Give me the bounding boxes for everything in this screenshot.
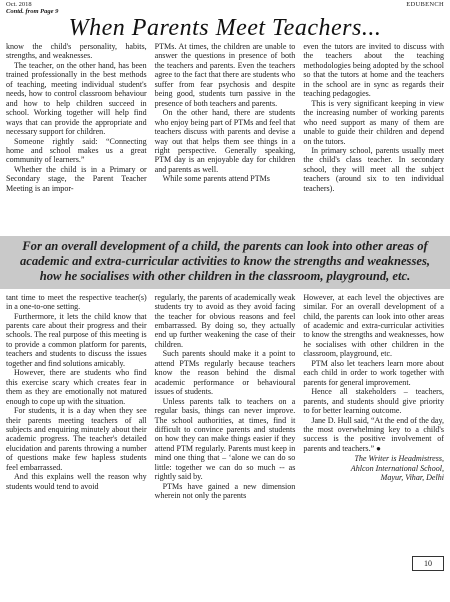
article-headline: When Parents Meet Teachers... (68, 15, 382, 41)
top-column-2 (155, 42, 296, 233)
paragraph: Furthermore, it lets the child know that parents care about their progress and their schools. The real purpose of this meeting is to provide a common platform for parents, teachers and students to discuss the issues together and find solutions amicably. (6, 311, 147, 368)
signature-line: Ahlcon International School, (350, 463, 444, 473)
top-column-1 (6, 42, 147, 233)
paragraph: On the other hand, there are students who enjoy being part of PTMs and feel that teachers discuss with parents and devise a way out that helps them see things in a right perspective. Generally speaking, PTM day is an enjoyable day for children and parents as well. (154, 108, 296, 174)
article-columns-bottom (6, 293, 444, 602)
paragraph: PTMs. At times, the children are unable to answer the questions in presence of both the teachers and parents. Even the teachers agree to the fact that there are students who suffer from fear psychosis and despite being good, students turn passive in the presence of both teachers and parents. (154, 42, 296, 108)
header-left (6, 1, 58, 15)
paragraph: For students, it is a day when they see their parents meeting teachers of all subjects and enquiring minutely about their academic progress. The teacher's detailed elucidation and parents throwing a number of questions make few hapless students feel embarrassed. (6, 406, 147, 472)
paragraph: tant time to meet the respective teacher(s) in a one-to-one setting. (6, 292, 147, 312)
paragraph: know the child's personality, habits, strengths, and weaknesses. (6, 42, 147, 61)
bottom-column-2 (155, 293, 296, 602)
paragraph: Whether the child is in a Primary or Secondary stage, the Parent Teacher Meeting is an impor- (6, 164, 147, 193)
paragraph: PTM also let teachers learn more about each child in order to work together with parents for general improvement. (303, 358, 444, 387)
paragraph: However, at each level the objectives are similar. For an overall development of a child, the parents can look into other areas of academic and extra-curricular activities to know the strengths and weaknesses, how he socialises with other children in the classroom, playground, etc. (303, 292, 444, 359)
signature-line: Mayur, Vihar, Delhi (380, 473, 444, 483)
paragraph: Jane D. Hull said, “At the end of the day, the most overwhelming key to a child's success is the positive involvement of parents and teachers.” ● (303, 415, 444, 453)
paragraph: Someone rightly said: “Connecting home and school makes us a great community of learners.” (6, 136, 147, 165)
paragraph: The teacher, on the other hand, has been trained professionally in the best methods of teaching, meeting individual student's needs, how to control classroom behaviour and how to help children succeed in school. Working together will help find ways that can provide the appropriate and necessary support for children. (6, 60, 147, 137)
paragraph: regularly, the parents of academically weak students try to avoid as they avoid facing the teacher for obvious reasons and feel embarrassed. By doing so, they actually end up further weakening the case of their children. (154, 292, 296, 349)
paragraph: In primary school, parents usually meet the child's class teacher. In secondary school, they will meet all the subject teachers (around six to ten individual teachers). (303, 145, 444, 193)
page-header (6, 0, 444, 15)
paragraph: However, there are students who find this exercise scary which creates fear in them as they are emotionally not matured enough to cope up with the situation. (6, 368, 147, 406)
continued-note: Contd. from Page 9 (6, 8, 59, 15)
paragraph: While some parents attend PTMs (162, 174, 270, 184)
signature-line: The Writer is Headmistress, (354, 454, 444, 464)
top-column-3 (303, 42, 444, 233)
paragraph: Hence all stakeholders – teachers, parents, and students should give priority to for better learning outcome. (303, 387, 444, 416)
author-signature (303, 454, 444, 483)
paragraph: And this explains well the reason why students would tend to avoid (6, 472, 147, 491)
paragraph: Such parents should make it a point to attend PTMs regularly because teachers know the reason behind the dismal academic performance or behavioural issues of students. (154, 349, 296, 397)
paragraph: Unless parents talk to teachers on a regular basis, things can never improve. The school authorities, at times, find it difficult to convince parents and students on how they can make things easier if they attend PTM regularly. Parents must keep in mind one thing that – ‘alone we can do so little: together we can do so much -- as rightly said by. (154, 396, 296, 482)
bottom-column-1 (6, 293, 147, 602)
article-columns-top (6, 42, 444, 233)
publication-name: EDUBENCH (406, 1, 444, 8)
paragraph: even the tutors are invited to discuss with the teachers about the teaching methodologies being adopted by the school so that the tutors at home and the teachers in the school are in sync as regards their teaching pedagogies. (303, 42, 444, 99)
pull-quote: For an overall development of a child, the parents can look into other areas of academic and extra-curricular activities to know the strengths and weaknesses, how he socialises with other children in the classroom, playground, etc. (0, 236, 450, 289)
paragraph: PTMs have gained a new dimension wherein not only the parents (154, 481, 296, 501)
paragraph: This is very significant keeping in view the increasing number of working parents who need support as many of them are unable to guide their children and depend on the tutors. (303, 98, 444, 146)
page-number: 10 (412, 556, 444, 571)
issue-date: Oct. 2018 (6, 1, 32, 8)
